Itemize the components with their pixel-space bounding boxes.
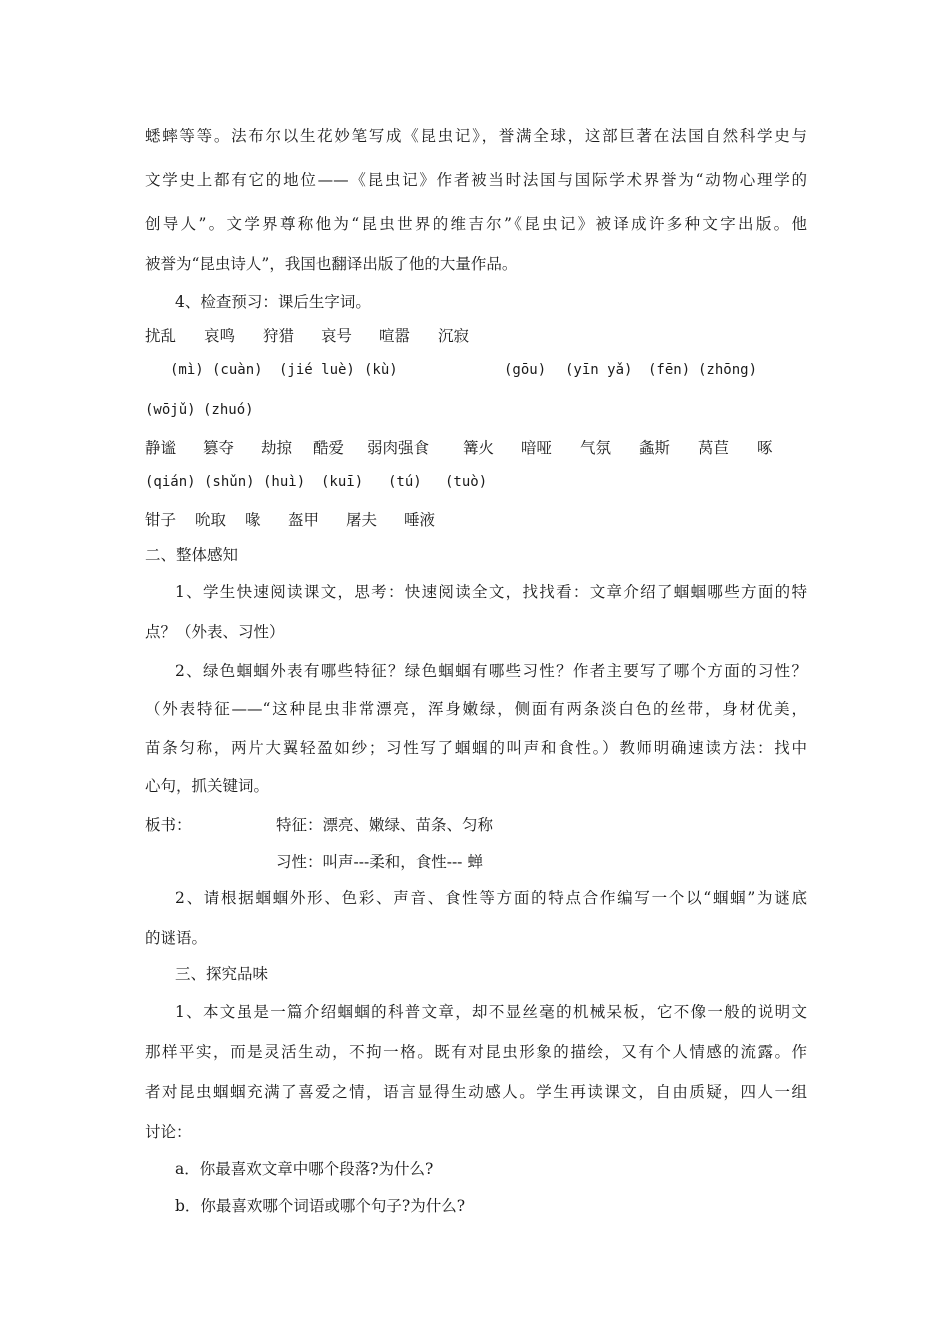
pinyin: (yīn yǎ)	[565, 362, 633, 378]
word: 弱肉强食	[367, 439, 430, 457]
word: 篡夺	[203, 439, 235, 457]
pinyin: (tú)	[388, 474, 422, 490]
pinyin: (shǔn)	[204, 474, 255, 490]
question-b: b．你最喜欢哪个词语或哪个句子?为什么?	[175, 1197, 466, 1215]
q2-line-2: （外表特征——“这种昆虫非常漂亮，浑身嫩绿，侧面有两条淡白色的丝带，身材优美，	[145, 700, 807, 718]
intro-line-1: 蟋蟀等等。法布尔以生花妙笔写成《昆虫记》，誉满全球，这部巨著在法国自然科学史与	[145, 127, 807, 145]
word: 劫掠	[261, 439, 293, 457]
word: 哀鸣	[204, 327, 236, 345]
pinyin: (cuàn)	[212, 362, 263, 378]
q2-line-3: 苗条匀称，两片大翼轻盈如纱；习性写了蝈蝈的叫声和食性。）教师明确速读方法：找中	[145, 739, 807, 757]
q3-line-1: 2、请根据蝈蝈外形、色彩、声音、食性等方面的特点合作编写一个以“蝈蝈”为谜底	[175, 889, 807, 907]
pinyin: (kù)	[364, 362, 398, 378]
word: 喧嚣	[379, 327, 411, 345]
word: 哀号	[321, 327, 353, 345]
word: 盔甲	[288, 511, 320, 529]
word: 屠夫	[346, 511, 378, 529]
word: 沉寂	[438, 327, 470, 345]
q3-line-2: 的谜语。	[145, 929, 208, 947]
intro-line-4: 被誉为“昆虫诗人”，我国也翻译出版了他的大量作品。	[145, 255, 518, 273]
p-line-3: 者对昆虫蝈蝈充满了喜爱之情，语言显得生动感人。学生再读课文，自由质疑，四人一组	[145, 1083, 807, 1101]
word: 唾液	[404, 511, 436, 529]
preview-heading: 4、检查预习：课后生字词。	[175, 293, 371, 311]
p-line-4: 讨论：	[145, 1123, 192, 1141]
question-a: a．你最喜欢文章中哪个段落?为什么?	[175, 1160, 434, 1178]
p-line-2: 那样平实，而是灵活生动，不拘一格。既有对昆虫形象的描绘，又有个人情感的流露。作	[145, 1043, 807, 1061]
pinyin: (tuò)	[445, 474, 488, 490]
word: 螽斯	[639, 439, 671, 457]
pinyin: (zhuó)	[203, 402, 254, 418]
word: 狩猎	[263, 327, 295, 345]
intro-line-3: 创导人”。文学界尊称他为“昆虫世界的维吉尔”《昆虫记》被译成许多种文字出版。他	[145, 215, 807, 233]
word: 篝火	[463, 439, 495, 457]
word: 喙	[245, 511, 261, 529]
q2-line-4: 心句，抓关键词。	[145, 777, 270, 795]
q2-line-1: 2、绿色蝈蝈外表有哪些特征？绿色蝈蝈有哪些习性？作者主要写了哪个方面的习性？	[175, 662, 807, 680]
pinyin: (fēn)	[648, 362, 691, 378]
pinyin: (mì)	[170, 362, 204, 378]
pinyin: (huì)	[263, 474, 306, 490]
q1-line-1: 1、学生快速阅读课文，思考：快速阅读全文，找找看：文章介绍了蝈蝈哪些方面的特	[175, 583, 807, 601]
p-line-1: 1、本文虽是一篇介绍蝈蝈的科普文章，却不显丝毫的机械呆板，它不像一般的说明文	[175, 1003, 807, 1021]
board-label: 板书：	[145, 816, 192, 834]
word: 喑哑	[521, 439, 553, 457]
word: 啄	[757, 439, 773, 457]
q1-line-2: 点？（外表、习性）	[145, 623, 285, 641]
word: 静谧	[145, 439, 177, 457]
word: 莴苣	[698, 439, 730, 457]
word: 扰乱	[145, 327, 177, 345]
pinyin: (wōjǔ)	[145, 402, 196, 418]
section-heading-3: 三、探究品味	[175, 965, 269, 983]
section-heading-2: 二、整体感知	[145, 546, 239, 564]
board-line-2: 习性：叫声---柔和，食性--- 蝉	[276, 853, 483, 871]
pinyin: (zhōng)	[698, 362, 758, 378]
pinyin: (jié luè)	[279, 362, 355, 378]
word: 气氛	[580, 439, 612, 457]
pinyin: (gōu)	[504, 362, 547, 378]
word: 酷爱	[313, 439, 345, 457]
pinyin: (kuī)	[321, 474, 364, 490]
intro-line-2: 文学史上都有它的地位——《昆虫记》作者被当时法国与国际学术界誉为“动物心理学的	[145, 171, 807, 189]
word: 吮取	[195, 511, 227, 529]
pinyin: (qián)	[145, 474, 196, 490]
board-line-1: 特征：漂亮、嫩绿、苗条、匀称	[276, 816, 494, 834]
word: 钳子	[145, 511, 177, 529]
